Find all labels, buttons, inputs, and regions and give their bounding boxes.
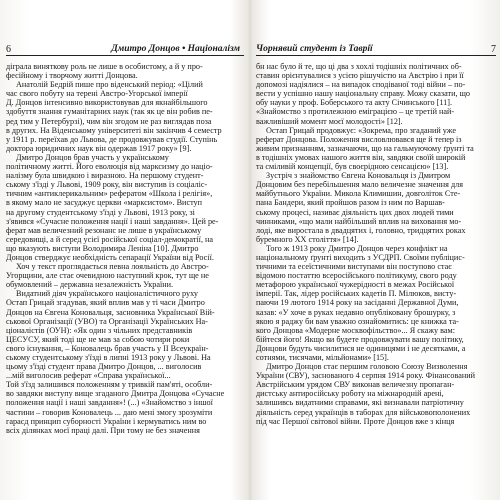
text-line: ському студентському з'їзді в липні 1913 року у Львові. На bbox=[6, 353, 211, 362]
text-line: обумовлений – державна незалежність України. bbox=[6, 280, 174, 290]
text-line: в других. На Віденському університеті він закінчив 4 семестр bbox=[6, 125, 222, 135]
text-line: Хоч у текст проглядається певна лояльність до Австро- bbox=[16, 262, 209, 272]
text-line: в якому мало не засуджує церкви «марксистом». Виступ bbox=[6, 198, 203, 208]
text-line: Анатолій Бедрій пише про віденський період: «Цілий bbox=[16, 80, 203, 90]
text-line: майбутнього України. Микола Климишин, довголіток Сте- bbox=[256, 189, 461, 199]
text-line: здобуття знання гуманітарних наук (так як це він робив пе- bbox=[6, 107, 213, 117]
running-title: Дмитро Донцов • Націоналізм bbox=[111, 44, 240, 54]
text-line: лоді, яке виростала в двадцятих і, головно, тридцятих роках bbox=[256, 225, 466, 235]
text-line: ред тим у Петербурзі), чим він згодом не раз виглядав поза bbox=[6, 116, 212, 126]
text-line: ському з'їзді у Львові, 1909 року, він виступив із соціаліс- bbox=[6, 180, 208, 190]
text-line: Зустріч з знайомство Євгена Коновальця із Дмитром bbox=[266, 171, 451, 181]
text-line: буремного ХХ століття» [14]. bbox=[256, 234, 359, 244]
text-line: паючи 19 лютого 1914 року на засіданні Державної Думи, bbox=[256, 298, 459, 308]
text-line: у 1911 р. переїхав до Львова, де продовжував студії. Ступінь bbox=[6, 134, 218, 144]
text-line: Видатний діяч українського націоналістичного руху bbox=[16, 289, 198, 299]
text-line: всіх ділянках моєї праці далі. При тому не без значення bbox=[6, 425, 200, 435]
text-line: тичними та есеїстичними виступами він поступово стає bbox=[256, 262, 452, 272]
text-line: залишивсь видатними справами, які визнавали патріотичну bbox=[256, 398, 464, 408]
text-line: чинниками, «що мали найбільший вплив на виховання мо- bbox=[256, 216, 462, 226]
text-line: діяльність серед українців в таборах для військовополонених bbox=[256, 407, 471, 417]
page-number: 6 bbox=[6, 44, 11, 55]
text-line: Того ж 1913 року Дмитро Донцов через конфлікт на bbox=[266, 243, 448, 253]
running-header-right bbox=[256, 42, 496, 56]
text-line: ставин орієнтувалися з усією рішучістю на Австрію і при її bbox=[256, 71, 464, 81]
text-line: пана Бандери, який пройшов разом із ним по Варшав- bbox=[256, 198, 445, 208]
text-line: обу науки у проф. Боберського та акту Січинського [11]. bbox=[256, 98, 452, 108]
text-line: бн нас було й те, що ці два з хохлі тодішніх політичних об- bbox=[256, 62, 462, 71]
text-line: якою я раджу би вам уважно ознайомитись: це книжка та- bbox=[256, 316, 459, 326]
text-line: казав: «У хоче в руках недавно опубліковану брошурку, з bbox=[256, 307, 456, 317]
text-line: ЦЕСУСУ, який тоді ще не мав за собою чотири роки bbox=[6, 334, 190, 344]
text-line: вести у успішно нашу національну справу. Можу сказати, що bbox=[256, 89, 470, 99]
text-line: гарасд принцип суборності України і кермуватись ним во bbox=[6, 416, 207, 426]
text-line: допомозі надіялися – на випадок сподіваної тоді війни – по- bbox=[256, 80, 466, 90]
text-line: на другому студентському з'їзді у Львові, 1913 року, зі bbox=[6, 207, 195, 217]
running-header-left bbox=[6, 42, 244, 56]
text-line: во завдяки виступу вище згаданого Дмитра Донцова «Сучасне bbox=[6, 389, 225, 399]
text-line: Д. Донцов інтенсивно використовував для якнайбільшого bbox=[6, 98, 208, 108]
text-line: Той з'їзд залишився положенням у тривкій пам'яті, особли- bbox=[6, 380, 213, 390]
text-line: Донцовим без перебільшення мало величезне значення для bbox=[256, 180, 463, 190]
text-line: Донцов на Євгена Коновальця, засновника Української Вій- bbox=[6, 307, 215, 317]
text-line: Донцов стверджує необхідність сепарації України від Росії. bbox=[6, 252, 214, 262]
text-line: бійтеся його! Якщо ви будете продовжувати вашу політику, bbox=[256, 334, 464, 344]
left-page bbox=[6, 0, 244, 500]
text-line: України (СВУ), заснованого 4 серпня 1914 року. Фінансований bbox=[256, 371, 476, 381]
text-line: живим признанням, зазначаючи, що на гальмуючому ґрунті та bbox=[256, 143, 474, 153]
text-line: «Знайомство з протилежною еміграцією – це третій най- bbox=[256, 107, 455, 117]
text-line: ськової Організації (УВО) та Організації Українських На- bbox=[6, 316, 208, 326]
text-line: дистську антиросійську роботу на міжнародній арені, bbox=[256, 389, 444, 399]
page-body-text bbox=[256, 62, 496, 426]
text-line: та сміливій концепції, був своєрідною сенсацією» [13]. bbox=[256, 162, 449, 172]
text-line: тичним «антиклерикальним» рефератом «Школа і релігія», bbox=[6, 189, 213, 199]
text-line: ...мій виголосив реферат «Справа української... bbox=[6, 371, 171, 381]
text-line: Остап Грицай продовжує: «Зокрема, про згаданий уже bbox=[266, 125, 456, 135]
text-line: сотнями, тисячами, мільйонами» [15]. bbox=[256, 353, 389, 362]
text-line: Дмитро Донцов брав участь у українському bbox=[16, 152, 169, 162]
text-line: відомою постаттю всеросійського політикуму, свого роду bbox=[256, 271, 457, 281]
text-line: політичному житті. Його еволюція від марксизму до націо- bbox=[6, 162, 213, 172]
text-line: під час Першої світової війни. Проте Донцов вже з кінця bbox=[256, 416, 455, 426]
text-line: важливіший момент моєї молодості» [12]. bbox=[256, 116, 403, 126]
text-line: цьому з'їзді студент права Дмитро Донцов, ... виголосив bbox=[6, 362, 202, 372]
text-line: кого Донцова «Модерне москвофільство»... Я скажу вам: bbox=[256, 325, 455, 335]
text-line: свого існування, – Коновалець брав участь у II Всеукраїн- bbox=[6, 343, 209, 353]
text-line: Австрійським урядом СВУ виконав величезну пропаган- bbox=[256, 380, 455, 390]
text-line: національному ґрунті виходить з УСДРП. Своїми публіцис- bbox=[256, 252, 465, 262]
text-line: ціоналістів (ОУН): «Як один з чільних представників bbox=[6, 325, 193, 335]
text-line: Дмитро Донцов стає першим головою Союзу Визволення bbox=[266, 362, 468, 372]
page-number: 7 bbox=[491, 44, 496, 55]
text-line: частини – говорив Коновалець ... даю мені змогу зрозуміти bbox=[6, 407, 213, 417]
header-rule bbox=[256, 55, 496, 56]
text-line: налізму була швидкою і виразною. На першому студент- bbox=[6, 171, 204, 181]
text-line: доктора юридичних наук він одержав 1917 року» [9]. bbox=[6, 143, 192, 153]
page-body-text bbox=[6, 62, 244, 435]
text-line: ферат мав величезний резонанс не лише в українському bbox=[6, 225, 202, 235]
text-line: ському процесі, називає діяльність цих двох людей тими bbox=[256, 207, 454, 217]
text-line: час свого побуту на терені Австро-Угорської імперії bbox=[6, 89, 188, 99]
text-line: в тодішніх умовах нашого життя він, завдяки своїй широкій bbox=[256, 152, 466, 162]
header-rule bbox=[6, 55, 244, 56]
text-line: Угорщини, але стає очевидною наступний крок, тут ще не bbox=[6, 271, 209, 281]
text-line: положення нації і наші завдання»! (...) «Знайомство з іншої bbox=[6, 398, 213, 408]
right-page bbox=[256, 0, 496, 500]
text-line: середовищі, а й серед усієї російської соціал-демократії, на bbox=[6, 234, 214, 244]
text-line: дігрaла виняткову роль не лише в особистому, а й у про- bbox=[6, 62, 203, 71]
running-title: Чорнявий студент із Таврії bbox=[256, 44, 373, 54]
text-line: фесійному і творчому житті Донцова. bbox=[6, 71, 138, 81]
text-line: Донцови будуть чисилитися не одиницями і не десятками, а bbox=[256, 343, 466, 353]
text-line: реферат Донцова. Положення висловлювався ще й тепер із bbox=[256, 134, 462, 144]
text-line: імперії. Так, лідер російських кадетів П. Мілюков, висту- bbox=[256, 289, 457, 299]
text-line: метафорою української чужерідності в межах Російської bbox=[256, 280, 455, 290]
text-line: Остап Грицай згадував, який вплив мав у ті часи Дмитро bbox=[6, 298, 205, 308]
text-line: з'явився «Сучасне положення нації і наші завдання». Цей ре- bbox=[6, 216, 219, 226]
text-line: що вказують виступи Володимира Леніна [10]. Дмитро bbox=[6, 243, 199, 253]
